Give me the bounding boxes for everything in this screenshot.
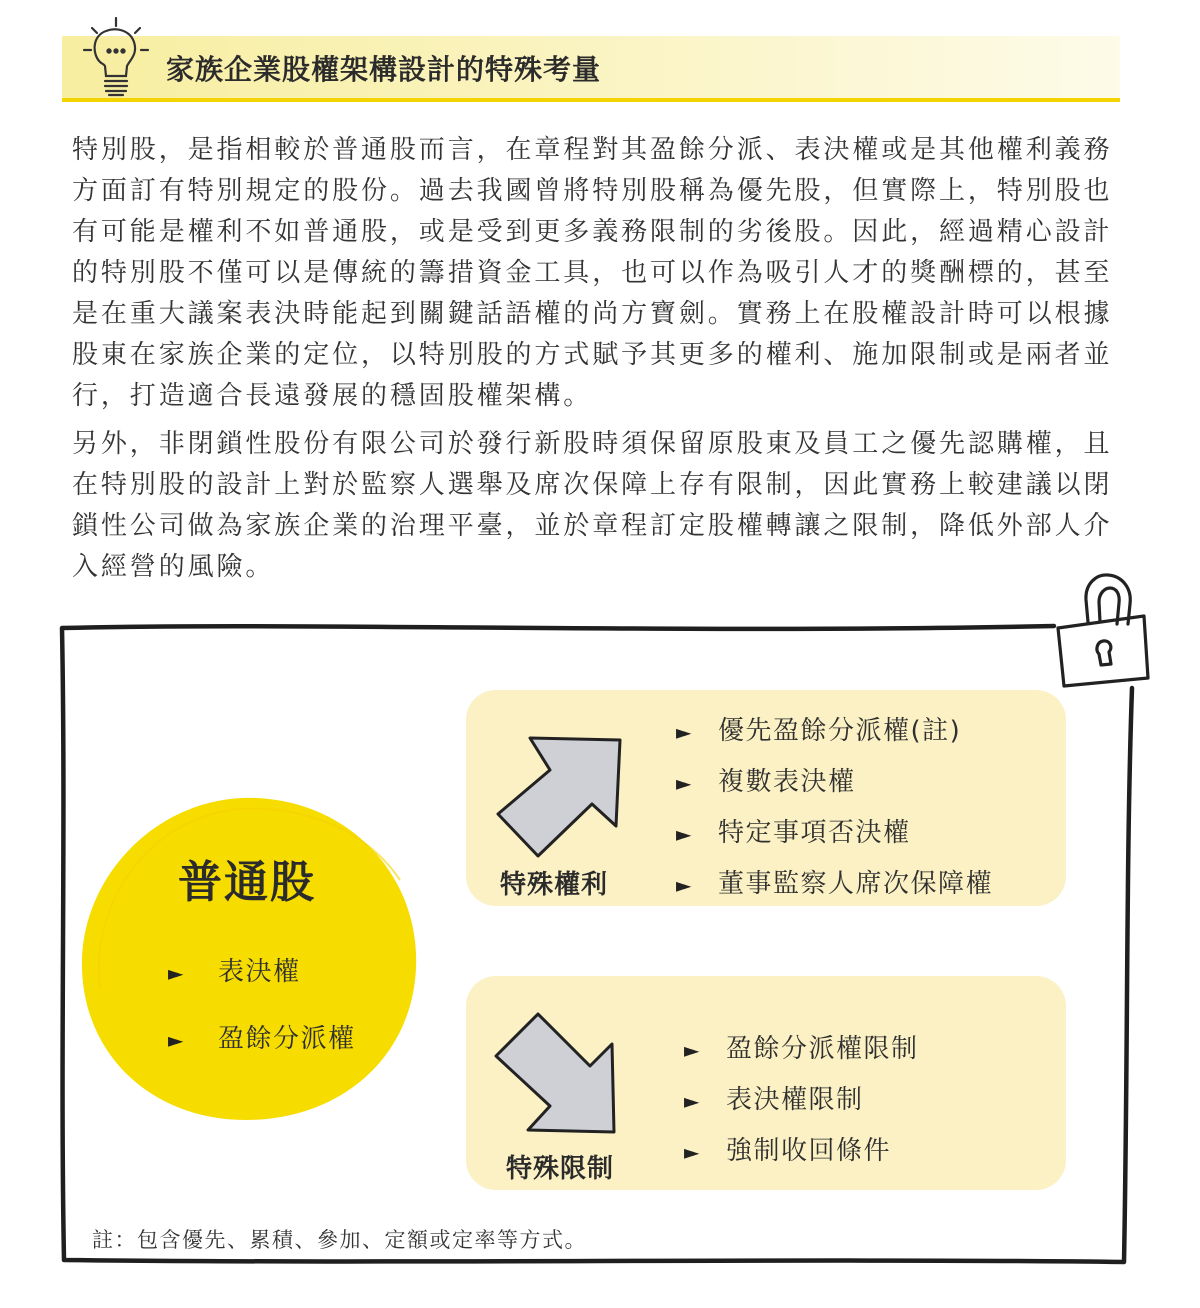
text-line: 的特別股不僅可以是傳統的籌措資金工具，也可以作為吸引人才的獎酬標的，甚至 <box>72 258 1113 288</box>
arrow-up-right-icon <box>492 730 628 860</box>
limits-item-label: 表決權限制 <box>726 1085 864 1115</box>
rights-item <box>676 863 993 900</box>
bullet-icon: ► <box>168 1028 185 1052</box>
rights-item <box>676 812 911 849</box>
bullet-icon: ► <box>676 771 693 795</box>
limits-item <box>684 1079 864 1116</box>
arrow-down-right-icon <box>488 1008 624 1140</box>
limits-item-label: 強制收回條件 <box>726 1136 892 1166</box>
rights-item-label: 複數表決權 <box>718 767 856 797</box>
padlock-icon <box>1044 566 1154 690</box>
text-line: 股東在家族企業的定位，以特別股的方式賦予其更多的權利、施加限制或是兩者並 <box>72 340 1113 370</box>
rights-item-label: 優先盈餘分派權(註) <box>718 716 962 746</box>
text-line: 特別股，是指相較於普通股而言，在章程對其盈餘分派、表決權或是其他權利義務 <box>72 135 1113 165</box>
bullet-icon: ► <box>684 1038 701 1062</box>
text-line: 入經營的風險。 <box>72 552 275 582</box>
bullet-icon: ► <box>684 1140 701 1164</box>
common-item-label: 盈餘分派權 <box>218 1024 356 1054</box>
rights-item <box>676 710 961 747</box>
common-item-label: 表決權 <box>218 957 301 987</box>
text-line: 有可能是權利不如普通股，或是受到更多義務限制的劣後股。因此，經過精心設計 <box>72 217 1113 247</box>
common-shares-title: 普通股 <box>178 857 316 908</box>
special-limits-label: 特殊限制 <box>506 1154 615 1184</box>
bullet-icon: ► <box>676 720 693 744</box>
bullet-icon: ► <box>676 822 693 846</box>
text-line: 鎖性公司做為家族企業的治理平臺，並於章程訂定股權轉讓之限制，降低外部人介 <box>72 511 1113 541</box>
text-line: 方面訂有特別規定的股份。過去我國曾將特別股稱為優先股，但實際上，特別股也 <box>72 176 1113 206</box>
text-line: 另外，非閉鎖性股份有限公司於發行新股時須保留原股東及員工之優先認購權，且 <box>72 429 1113 459</box>
common-item <box>168 951 301 988</box>
bullet-icon: ► <box>168 961 185 985</box>
rights-item-label: 特定事項否決權 <box>718 818 911 848</box>
bullet-icon: ► <box>676 873 693 897</box>
footnote: 註：包含優先、累積、參加、定額或定率等方式。 <box>92 1228 587 1252</box>
text-line: 在特別股的設計上對於監察人選舉及席次保障上存有限制，因此實務上較建議以閉 <box>72 470 1113 500</box>
text-line: 行，打造適合長遠發展的穩固股權架構。 <box>72 381 593 411</box>
rights-item-label: 董事監察人席次保障權 <box>718 869 994 899</box>
special-rights-label: 特殊權利 <box>500 870 609 900</box>
limits-item <box>684 1028 919 1065</box>
rights-item <box>676 761 856 798</box>
text-line: 是在重大議案表決時能起到關鍵話語權的尚方寶劍。實務上在股權設計時可以根據 <box>72 299 1113 329</box>
limits-item-label: 盈餘分派權限制 <box>726 1034 919 1064</box>
section-title: 家族企業股權架構設計的特殊考量 <box>166 53 602 86</box>
bullet-icon: ► <box>684 1089 701 1113</box>
limits-item <box>684 1130 891 1167</box>
common-item <box>168 1018 356 1055</box>
